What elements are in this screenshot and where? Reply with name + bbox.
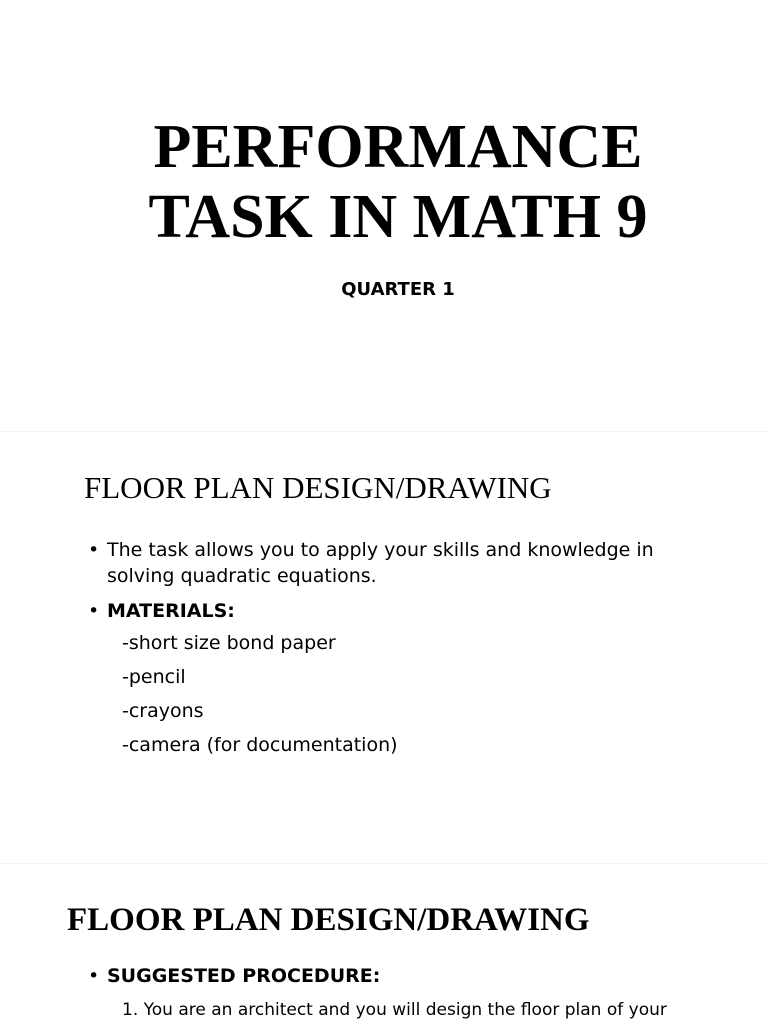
page-title xyxy=(0,112,768,252)
procedure-slide xyxy=(0,864,768,1024)
bullet-item-materials xyxy=(88,598,727,624)
title-line-1: PERFORMANCE xyxy=(153,113,643,181)
bullet-icon: • xyxy=(88,965,100,987)
slide-heading: FLOOR PLAN DESIGN/DRAWING xyxy=(67,902,590,938)
material-item: -pencil xyxy=(122,666,186,688)
bullet-icon: • xyxy=(88,539,100,561)
procedure-step: 1. You are an architect and you will design the floor plan of your xyxy=(122,1000,667,1020)
slide-heading: FLOOR PLAN DESIGN/DRAWING xyxy=(84,470,552,505)
bullet-text: The task allows you to apply your skills and knowledge in solving quadratic equations. xyxy=(107,539,654,587)
bullet-text: SUGGESTED PROCEDURE: xyxy=(107,965,381,987)
material-item: -short size bond paper xyxy=(122,632,336,654)
bullet-item-task xyxy=(88,537,727,589)
bullet-icon: • xyxy=(88,600,100,622)
subtitle: QUARTER 1 xyxy=(341,279,455,300)
material-item: -crayons xyxy=(122,700,204,722)
title-slide xyxy=(0,0,768,432)
title-line-2: TASK IN MATH 9 xyxy=(148,183,648,251)
material-item: -camera (for documentation) xyxy=(122,734,398,756)
materials-slide xyxy=(0,432,768,864)
bullet-text: MATERIALS: xyxy=(107,600,235,622)
bullet-item-procedure xyxy=(88,963,727,989)
